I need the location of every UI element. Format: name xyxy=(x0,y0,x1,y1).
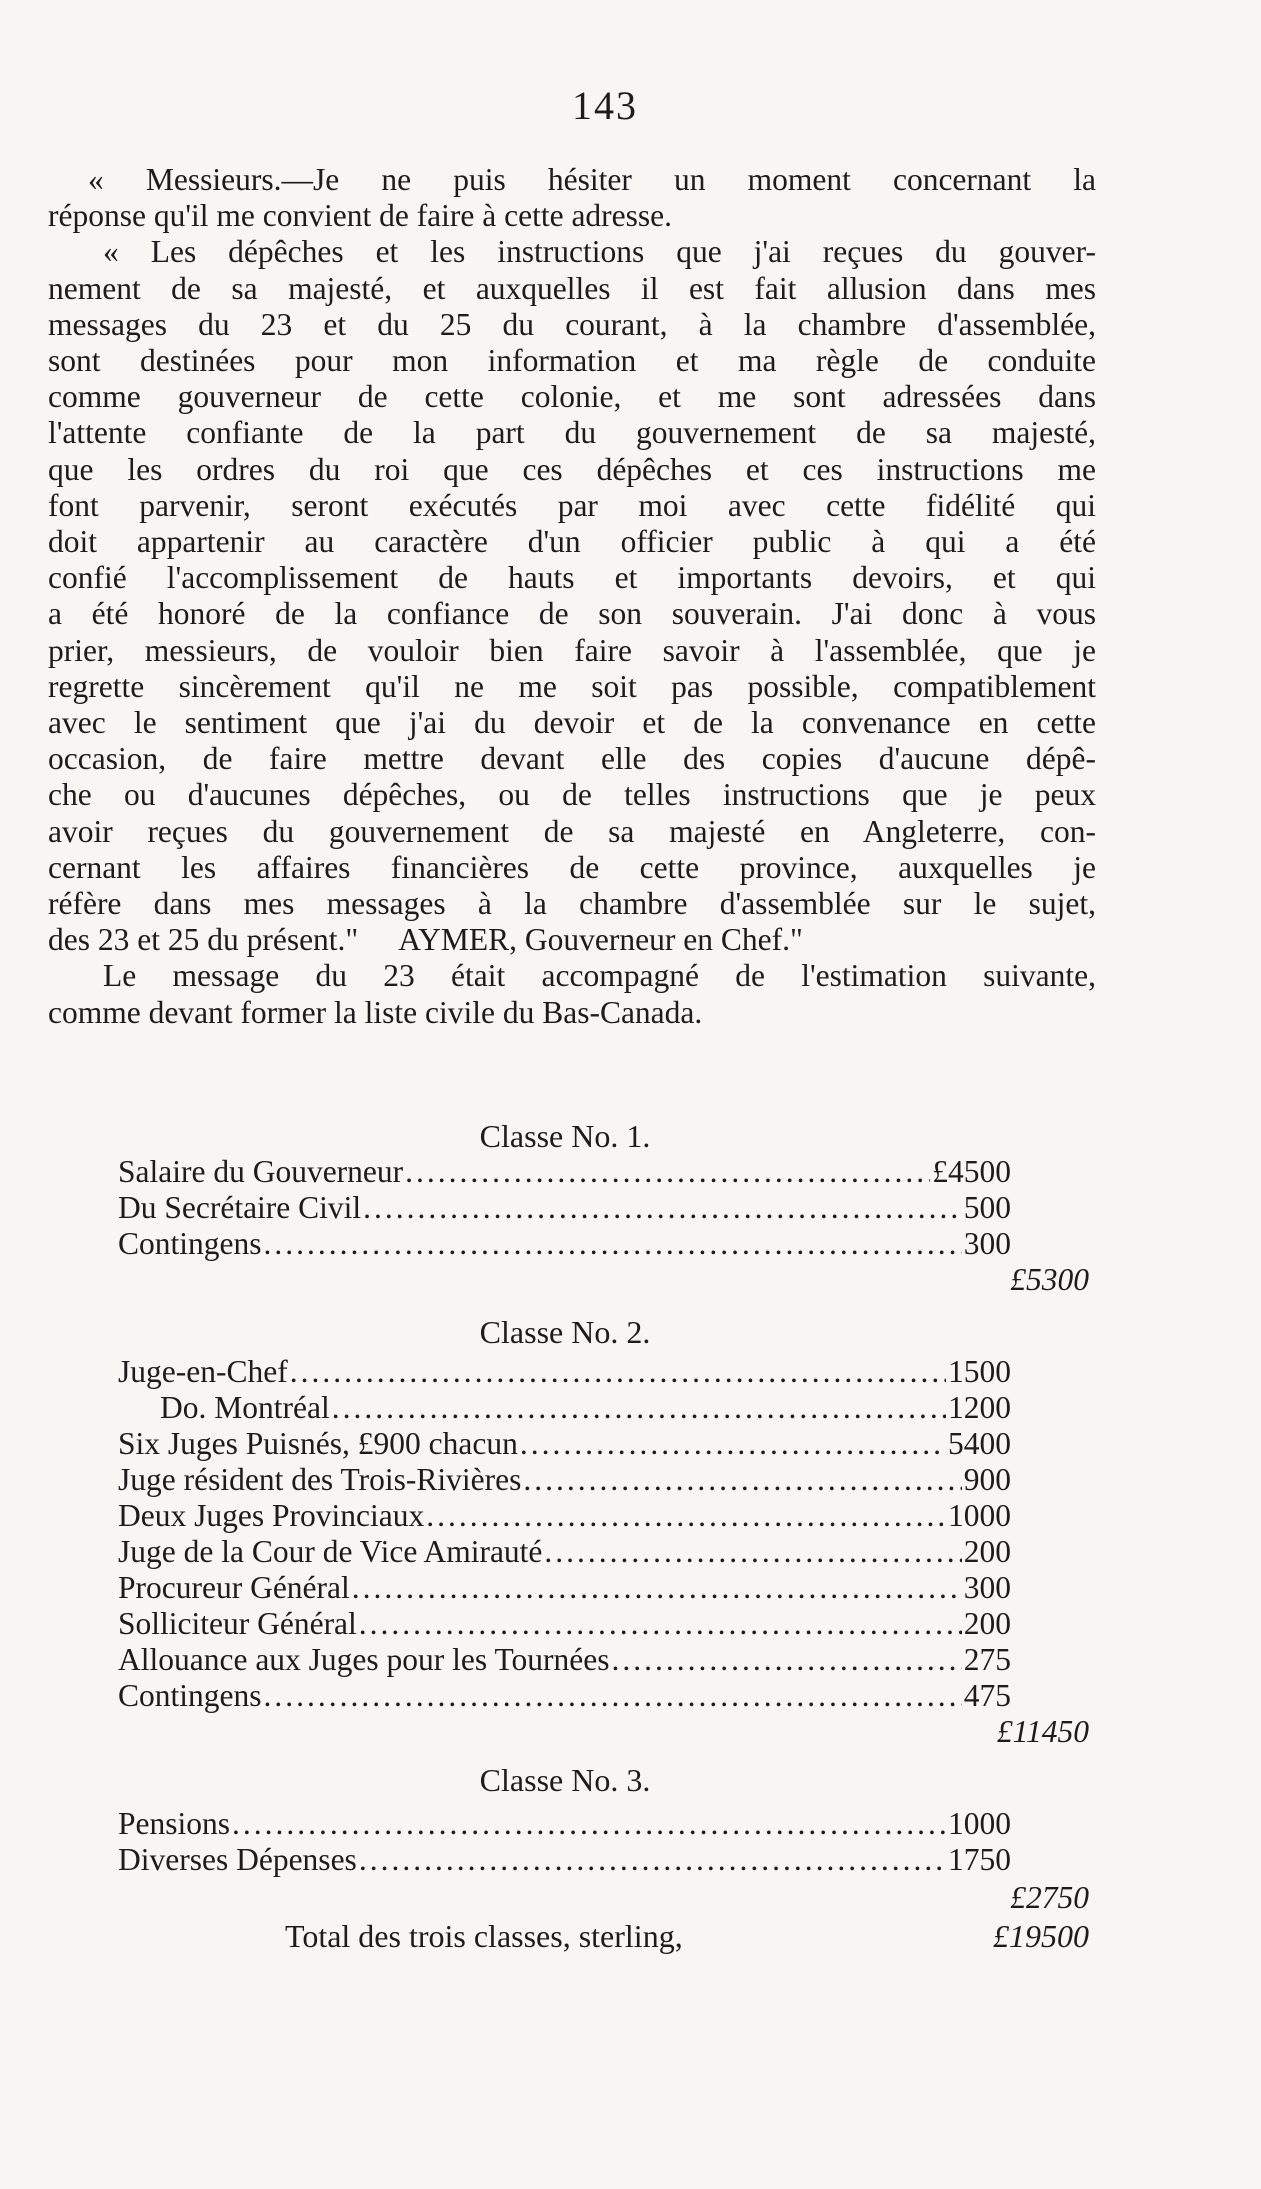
body-line: occasion, de faire mettre devant elle des copies d'aucune dépê- xyxy=(48,741,1096,777)
body-line: comme gouverneur de cette colonie, et me sont adressées dans xyxy=(48,379,1096,415)
leader-dots xyxy=(611,1642,961,1678)
class-heading: Classe No. 1. xyxy=(479,1118,651,1154)
leader-dots xyxy=(405,1154,930,1190)
body-line: prier, messieurs, de vouloir bien faire savoir à l'assemblée, que je xyxy=(48,632,1096,668)
row-amount: £4500 xyxy=(932,1154,1011,1189)
row-label: Salaire du Gouverneur xyxy=(118,1154,404,1189)
row-amount: 200 xyxy=(963,1606,1011,1641)
row-label: Solliciteur Général xyxy=(118,1606,357,1641)
class-heading: Classe No. 3. xyxy=(479,1762,651,1798)
body-line: l'attente confiante de la part du gouvernement de sa majesté, xyxy=(48,415,1096,451)
body-line: sont destinées pour mon information et ma règle de conduite xyxy=(48,343,1096,379)
body-line: che ou d'aucunes dépêches, ou de telles instructions que je peux xyxy=(48,777,1096,813)
body-line: font parvenir, seront exécutés par moi avec cette fidélité qui xyxy=(48,487,1096,523)
table-row xyxy=(118,1190,1011,1226)
row-label: Diverses Dépenses xyxy=(118,1842,357,1877)
table-row xyxy=(118,1806,1011,1842)
body-line: réfère dans mes messages à la chambre d'assemblée sur le sujet, xyxy=(48,886,1096,922)
leader-dots xyxy=(363,1190,962,1226)
row-amount: 475 xyxy=(963,1678,1011,1713)
body-line: nement de sa majesté, et auxquelles il est fait allusion dans mes xyxy=(48,270,1096,306)
row-label: Juge résident des Trois-Rivières xyxy=(118,1462,522,1497)
row-label: Contingens xyxy=(118,1678,262,1713)
row-amount: 1500 xyxy=(948,1354,1011,1389)
body-line: cernant les affaires financières de cette province, auxquelles je xyxy=(48,849,1096,885)
body-line: avec le sentiment que j'ai du devoir et de la convenance en cette xyxy=(48,705,1096,741)
table-row xyxy=(118,1570,1011,1606)
table-row xyxy=(118,1462,1011,1498)
class-heading: Classe No. 2. xyxy=(479,1314,651,1350)
row-amount: 300 xyxy=(963,1570,1011,1605)
row-amount: 1750 xyxy=(948,1842,1011,1877)
row-label: Juge-en-Chef xyxy=(118,1354,288,1389)
row-amount: 200 xyxy=(963,1534,1011,1569)
body-line: avoir reçues du gouvernement de sa majesté en Angleterre, con- xyxy=(48,813,1096,849)
row-label: Six Juges Puisnés, £900 chacun xyxy=(118,1426,518,1461)
row-amount: 300 xyxy=(963,1226,1011,1261)
body-line: a été honoré de la confiance de son souverain. J'ai donc à vous xyxy=(48,596,1096,632)
table-row xyxy=(118,1606,1011,1642)
row-label: Allouance aux Juges pour les Tournées xyxy=(118,1642,610,1677)
leader-dots xyxy=(359,1842,946,1878)
leader-dots xyxy=(426,1498,946,1534)
leader-dots xyxy=(352,1570,962,1606)
leader-dots xyxy=(232,1806,946,1842)
table-row xyxy=(118,1426,1011,1462)
leader-dots xyxy=(264,1226,962,1262)
leader-dots xyxy=(290,1354,946,1390)
leader-dots xyxy=(520,1426,946,1462)
body-line: que les ordres du roi que ces dépêches et ces instructions me xyxy=(48,451,1096,487)
row-amount: 1000 xyxy=(948,1806,1011,1841)
class-subtotal: £11450 xyxy=(996,1714,1089,1749)
body-line: doit appartenir au caractère d'un officier public à qui a été xyxy=(48,524,1096,560)
signature: AYMER, Gouverneur en Chef." xyxy=(398,922,803,958)
grand-total-label: Total des trois classes, sterling, xyxy=(285,1918,683,1954)
leader-dots xyxy=(544,1534,961,1570)
row-amount: 5400 xyxy=(948,1426,1011,1461)
body-line: confié l'accomplissement de hauts et importants devoirs, et qui xyxy=(48,560,1096,596)
leader-dots xyxy=(264,1678,962,1714)
body-line: « Messieurs.—Je ne puis hésiter un moment concernant la xyxy=(88,162,1096,197)
page-number: 143 xyxy=(572,83,638,128)
para2-line: Le message du 23 était accompagné de l'estimation suivante, xyxy=(103,958,1096,994)
row-label: Juge de la Cour de Vice Amirauté xyxy=(118,1534,543,1569)
letter-body xyxy=(48,162,1096,1031)
table-row xyxy=(118,1642,1011,1678)
leader-dots xyxy=(332,1390,946,1426)
table-row xyxy=(118,1154,1011,1190)
leader-dots xyxy=(359,1606,962,1642)
body-line: « Les dépêches et les instructions que j'ai reçues du gouver- xyxy=(103,234,1096,270)
grand-total xyxy=(285,1918,1089,1955)
body-line: messages du 23 et du 25 du courant, à la chambre d'assemblée, xyxy=(48,306,1096,342)
class-subtotal: £2750 xyxy=(1010,1880,1089,1915)
table-row xyxy=(118,1226,1011,1262)
body-line: réponse qu'il me convient de faire à cette adresse. xyxy=(48,198,673,234)
closing-text: des 23 et 25 du présent." xyxy=(48,922,359,958)
table-row xyxy=(118,1678,1011,1714)
table-row xyxy=(118,1354,1011,1390)
row-label: Pensions xyxy=(118,1806,231,1841)
row-label: Procureur Général xyxy=(118,1570,350,1605)
class-subtotal: £5300 xyxy=(1010,1262,1089,1297)
table-row xyxy=(118,1534,1011,1570)
row-amount: 900 xyxy=(963,1462,1011,1497)
row-label: Contingens xyxy=(118,1226,262,1261)
row-label: Deux Juges Provinciaux xyxy=(118,1498,425,1533)
body-line: regrette sincèrement qu'il ne me soit pas possible, compatiblement xyxy=(48,668,1096,704)
closing-line xyxy=(48,922,1096,958)
leader-dots xyxy=(523,1462,961,1498)
row-amount: 1000 xyxy=(948,1498,1011,1533)
para2-line: comme devant former la liste civile du Bas-Canada. xyxy=(48,994,703,1030)
row-amount: 500 xyxy=(963,1190,1011,1225)
table-row xyxy=(118,1498,1011,1534)
row-label: Do. Montréal xyxy=(160,1390,330,1425)
grand-total-amount: £19500 xyxy=(993,1918,1089,1954)
table-row xyxy=(118,1842,1011,1878)
row-label: Du Secrétaire Civil xyxy=(118,1190,362,1225)
table-row xyxy=(118,1390,1011,1426)
row-amount: 1200 xyxy=(948,1390,1011,1425)
row-amount: 275 xyxy=(963,1642,1011,1677)
